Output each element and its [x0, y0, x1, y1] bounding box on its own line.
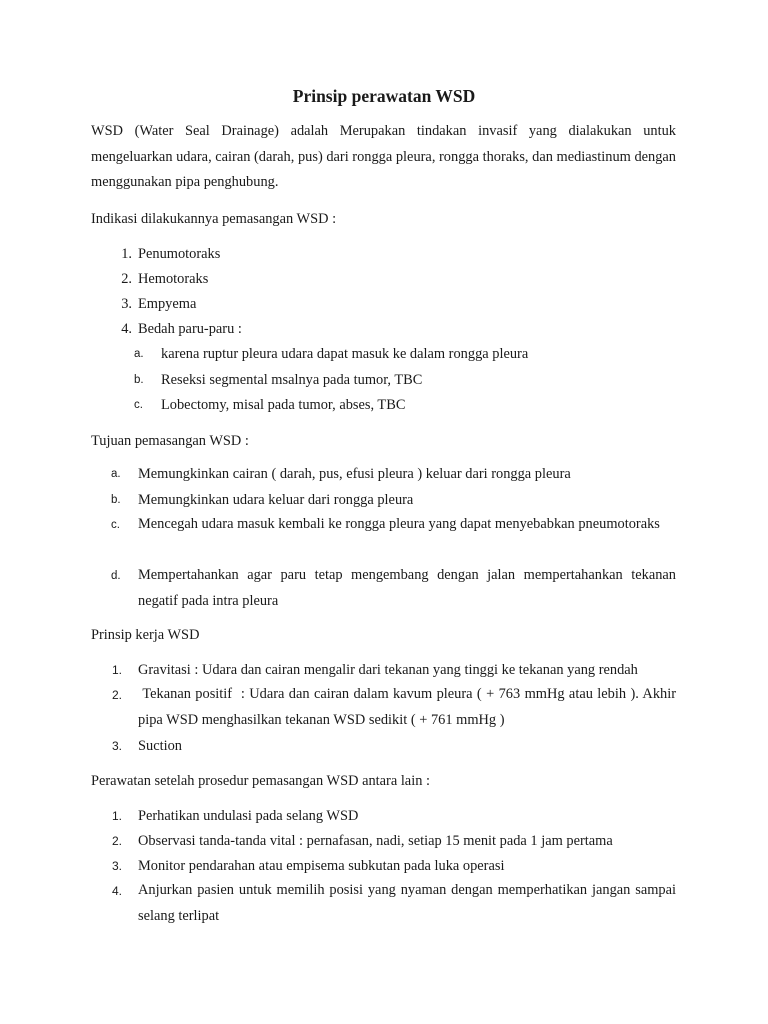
list-marker: 2. [112, 834, 123, 848]
list-text: Tekanan positif : Udara dan cairan dalam kavum pleura ( + 763 mmHg atau lebih ). Akhir pipa WSD menghasilkan tekanan WSD sedikit ( + 761 mmHg ) [138, 686, 676, 728]
list-marker: d. [111, 570, 121, 582]
list-text: Lobectomy, misal pada tumor, abses, TBC [161, 397, 406, 413]
list-text: Monitor pendarahan atau empisema subkutan pada luka operasi [138, 858, 505, 874]
intro-paragraph: WSD (Water Seal Drainage) adalah Merupakan tindakan invasif yang dialakukan untuk mengeluarkan udara, cairan (darah, pus) dari rongga pleura, rongga thoraks, dan mediastinum dengan menggunakan pipa penghubung. [91, 123, 676, 190]
list-marker: b. [134, 374, 144, 386]
list-marker: 1. [112, 663, 123, 677]
list-marker: c. [111, 519, 120, 531]
indikasi-heading: Indikasi dilakukannya pemasangan WSD : [91, 211, 337, 227]
list-marker: 3. [112, 859, 123, 873]
list-text: Perhatikan undulasi pada selang WSD [138, 808, 359, 824]
tujuan-heading: Tujuan pemasangan WSD : [91, 433, 249, 449]
list-text: Memungkinkan udara keluar dari rongga pleura [138, 492, 414, 508]
list-marker: 3. [121, 296, 132, 312]
list-marker: 1. [112, 809, 123, 823]
list-text: Observasi tanda-tanda vital : pernafasan, nadi, setiap 15 menit pada 1 jam pertama [138, 833, 613, 849]
list-text: Memungkinkan cairan ( darah, pus, efusi pleura ) keluar dari rongga pleura [138, 466, 571, 482]
list-marker: 4. [112, 884, 123, 898]
list-marker: c. [134, 399, 143, 411]
list-marker: a. [134, 348, 144, 360]
list-text: Suction [138, 738, 182, 754]
list-text: Empyema [138, 296, 197, 312]
list-text: Mempertahankan agar paru tetap mengembang dengan jalan mempertahankan tekanan negatif pada intra pleura [138, 567, 676, 609]
list-text: Hemotoraks [138, 271, 209, 287]
list-marker: a. [111, 468, 121, 480]
list-marker: 2. [112, 688, 123, 702]
list-marker: 1. [121, 246, 132, 262]
list-text: Reseksi segmental msalnya pada tumor, TBC [161, 372, 423, 388]
list-text: Bedah paru-paru : [138, 321, 242, 337]
list-text: Penumotoraks [138, 246, 221, 262]
list-text: Anjurkan pasien untuk memilih posisi yang nyaman dengan memperhatikan jangan sampai selang terlipat [138, 882, 676, 924]
list-text: karena ruptur pleura udara dapat masuk ke dalam rongga pleura [161, 346, 529, 362]
perawatan-heading: Perawatan setelah prosedur pemasangan WSD antara lain : [91, 773, 430, 789]
document-title: Prinsip perawatan WSD [292, 86, 476, 106]
list-text: Gravitasi : Udara dan cairan mengalir dari tekanan yang tinggi ke tekanan yang rendah [138, 662, 638, 678]
list-marker: b. [111, 494, 121, 506]
list-text: Mencegah udara masuk kembali ke rongga pleura yang dapat menyebabkan pneumotoraks [138, 516, 660, 532]
list-marker: 4. [121, 321, 132, 337]
list-marker: 2. [121, 271, 132, 287]
list-marker: 3. [112, 739, 123, 753]
prinsip-heading: Prinsip kerja WSD [91, 627, 200, 643]
